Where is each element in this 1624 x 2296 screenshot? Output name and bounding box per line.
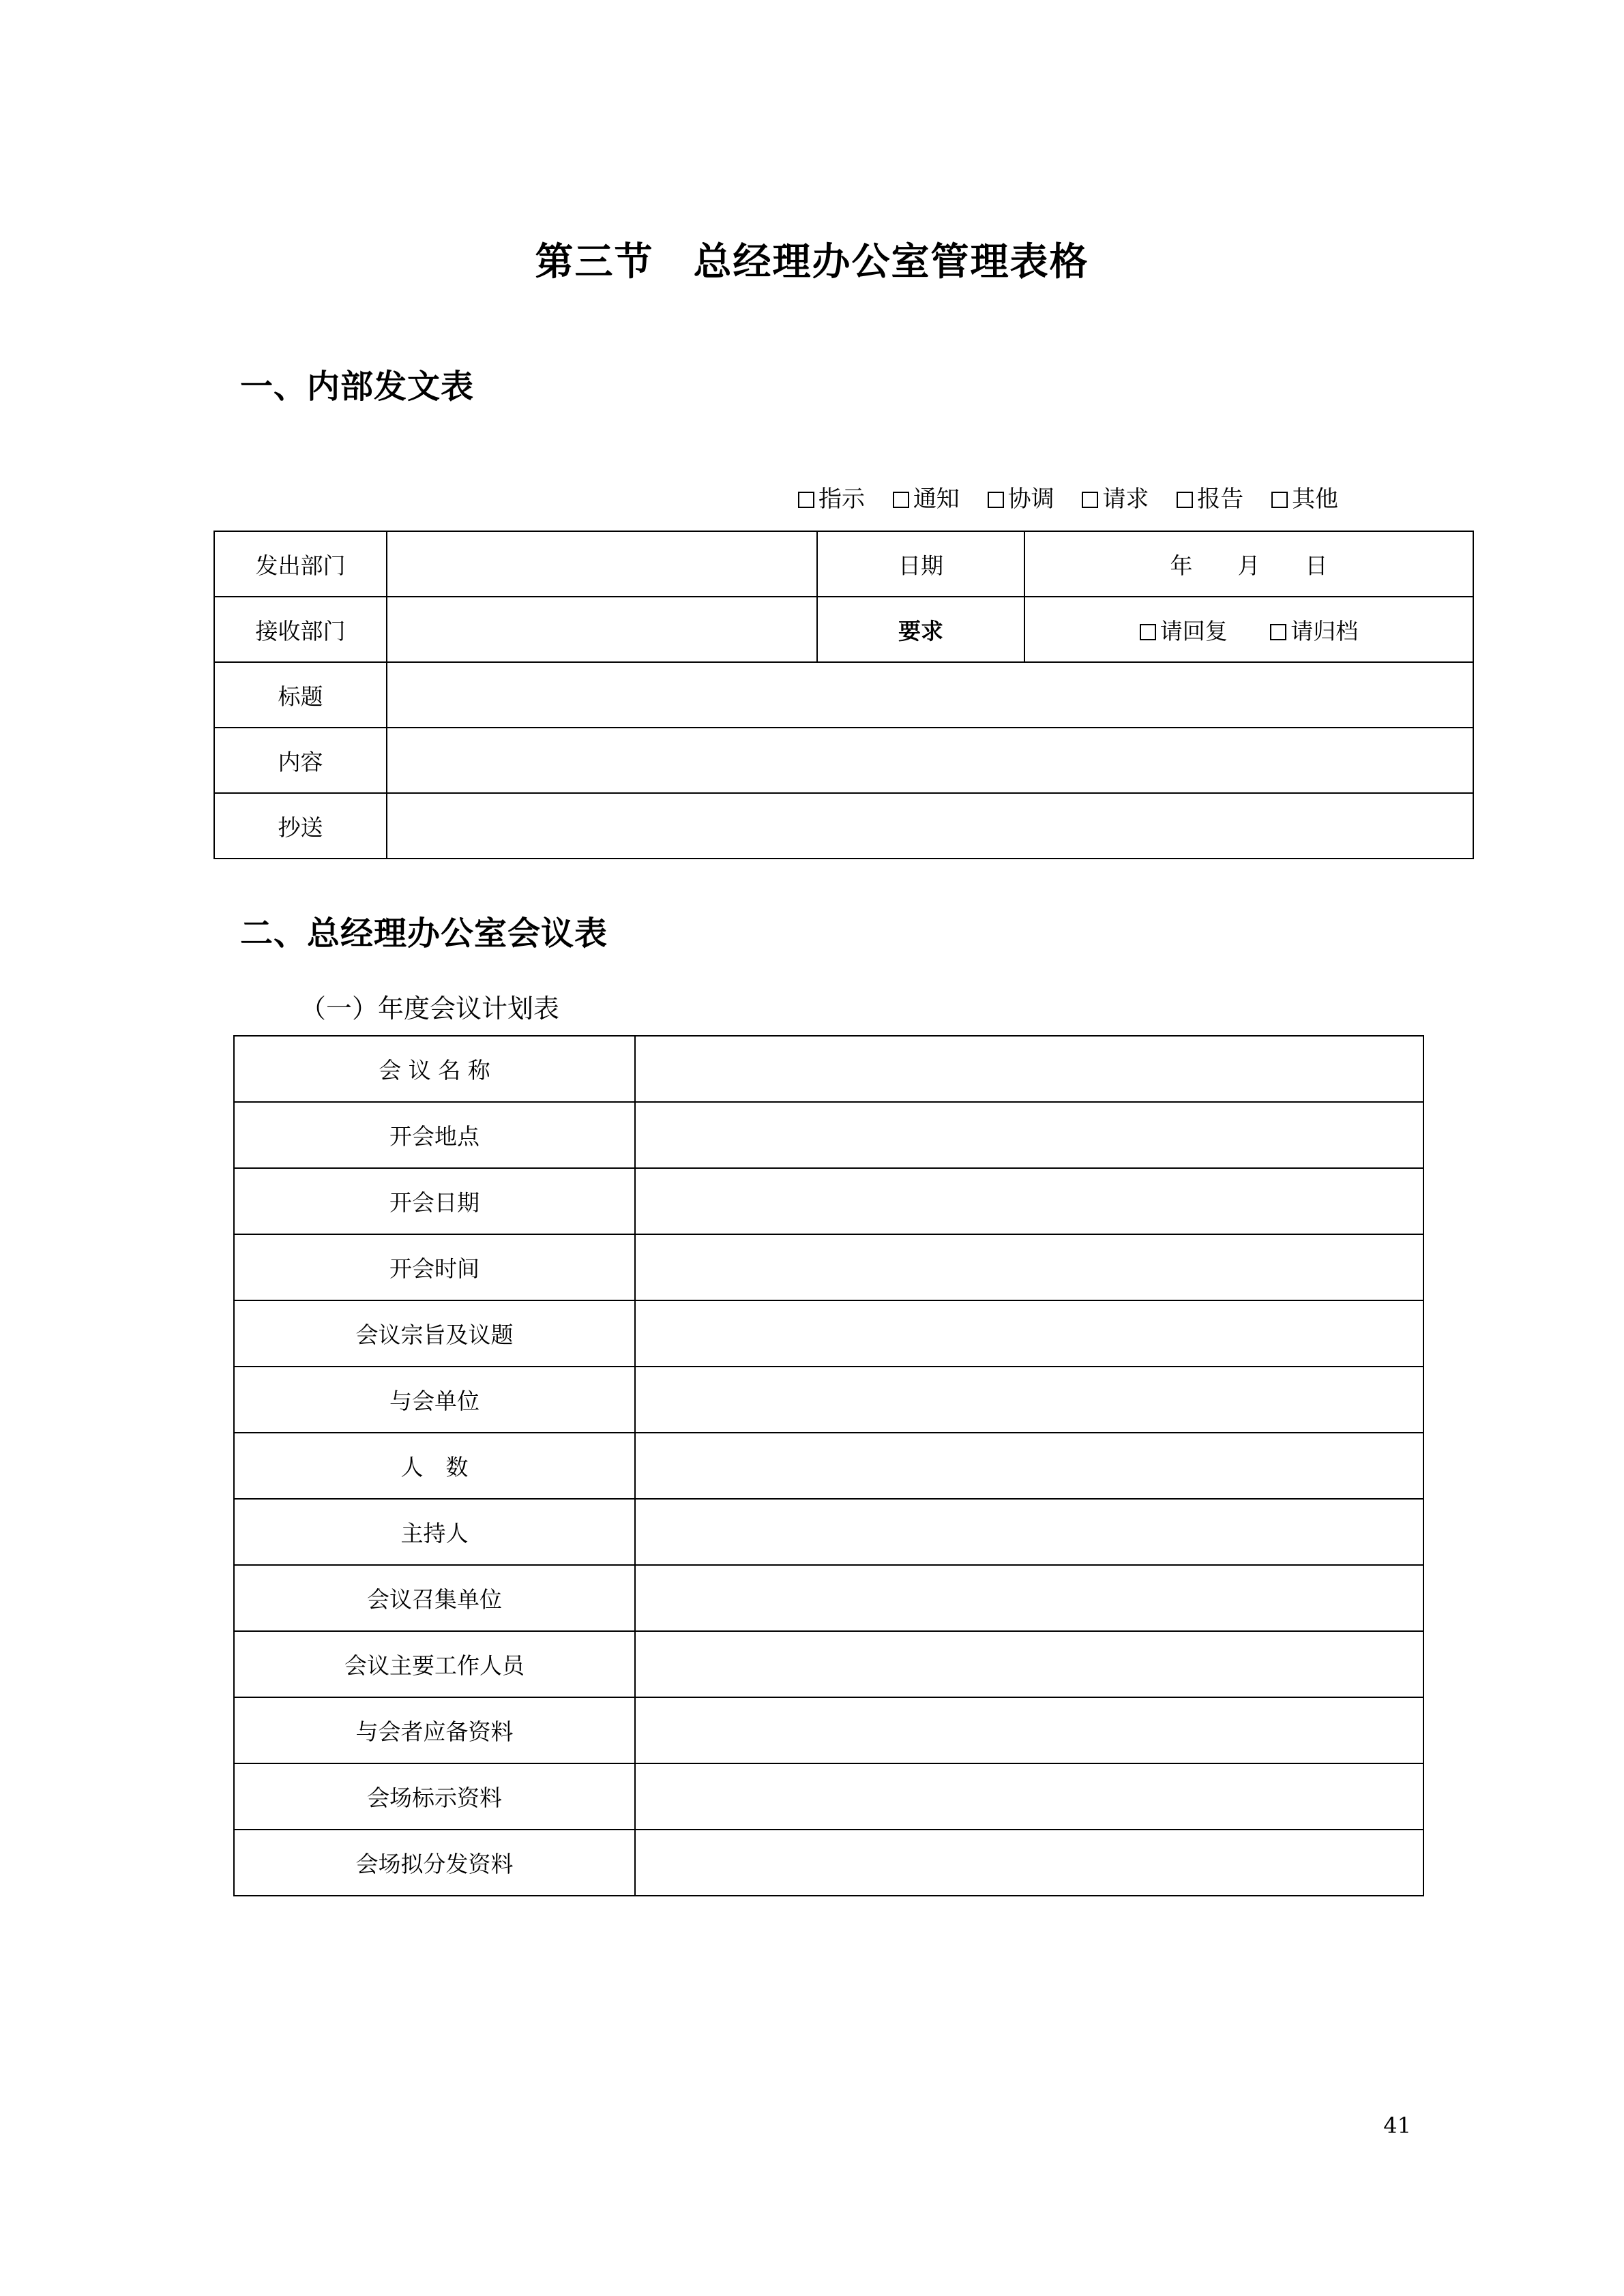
field-value-meeting-date[interactable] xyxy=(635,1168,1423,1234)
field-label-sending-department: 发出部门 xyxy=(214,531,387,597)
section-heading-2: 二、总经理办公室会议表 xyxy=(240,914,608,953)
requirement-option-0[interactable] xyxy=(1140,614,1228,646)
document-type-checkbox-group xyxy=(798,480,1338,513)
doc-type-option-label: 协调 xyxy=(1007,486,1054,513)
table-row xyxy=(214,531,1473,597)
field-value-venue-signage[interactable] xyxy=(635,1763,1423,1830)
section-heading-1: 一、内部发文表 xyxy=(240,368,475,406)
annual-meeting-plan-table xyxy=(233,1035,1424,1896)
doc-type-option-label: 指示 xyxy=(818,486,865,513)
checkbox-icon[interactable] xyxy=(893,492,909,508)
table-row xyxy=(234,1168,1423,1234)
field-value-headcount[interactable] xyxy=(635,1433,1423,1499)
table-row xyxy=(234,1631,1423,1697)
table-row xyxy=(234,1433,1423,1499)
field-value-meeting-name[interactable] xyxy=(635,1036,1423,1102)
field-value-content[interactable] xyxy=(387,728,1473,793)
field-label-meeting-name: 会 议 名 称 xyxy=(234,1036,635,1102)
table-row xyxy=(234,1234,1423,1300)
table-row xyxy=(234,1102,1423,1168)
internal-dispatch-form-table xyxy=(213,531,1474,859)
field-value-meeting-staff[interactable] xyxy=(635,1631,1423,1697)
field-label-meeting-purpose-agenda: 会议宗旨及议题 xyxy=(234,1300,635,1367)
table-row xyxy=(214,662,1473,728)
requirement-option-label: 请回复 xyxy=(1160,617,1228,644)
checkbox-icon[interactable] xyxy=(1082,492,1098,508)
table-row xyxy=(214,728,1473,793)
table-row xyxy=(234,1300,1423,1367)
field-value-subject[interactable] xyxy=(387,662,1473,728)
field-value-venue-handouts[interactable] xyxy=(635,1830,1423,1896)
requirement-option-label: 请归档 xyxy=(1290,617,1359,644)
table-row xyxy=(214,597,1473,662)
doc-type-option-0[interactable] xyxy=(798,480,865,513)
field-value-meeting-time[interactable] xyxy=(635,1234,1423,1300)
field-value-convening-unit[interactable] xyxy=(635,1565,1423,1631)
doc-type-option-label: 请求 xyxy=(1102,486,1149,513)
doc-type-option-label: 通知 xyxy=(913,486,960,513)
field-label-date: 日期 xyxy=(817,531,1024,597)
table-row xyxy=(234,1697,1423,1763)
table-row xyxy=(234,1367,1423,1433)
field-label-convening-unit: 会议召集单位 xyxy=(234,1565,635,1631)
table-row xyxy=(214,793,1473,859)
field-label-requirement: 要求 xyxy=(817,597,1024,662)
checkbox-icon[interactable] xyxy=(1270,624,1286,640)
field-label-meeting-staff: 会议主要工作人员 xyxy=(234,1631,635,1697)
doc-type-option-label: 报告 xyxy=(1197,486,1244,513)
field-value-meeting-location[interactable] xyxy=(635,1102,1423,1168)
checkbox-icon[interactable] xyxy=(1140,624,1156,640)
table-row xyxy=(234,1763,1423,1830)
doc-type-option-1[interactable] xyxy=(893,480,960,513)
requirement-option-1[interactable] xyxy=(1270,614,1358,646)
checkbox-icon[interactable] xyxy=(798,492,814,508)
checkbox-icon[interactable] xyxy=(988,492,1004,508)
doc-type-option-3[interactable] xyxy=(1082,480,1149,513)
table-row xyxy=(234,1565,1423,1631)
field-label-venue-handouts: 会场拟分发资料 xyxy=(234,1830,635,1896)
page-number: 41 xyxy=(1383,2113,1411,2138)
doc-type-option-label: 其他 xyxy=(1292,486,1339,513)
field-label-meeting-time: 开会时间 xyxy=(234,1234,635,1300)
field-value-meeting-purpose-agenda[interactable] xyxy=(635,1300,1423,1367)
field-label-venue-signage: 会场标示资料 xyxy=(234,1763,635,1830)
subsection-heading-annual-meeting-plan: （一）年度会议计划表 xyxy=(300,994,560,1024)
field-label-attendee-materials: 与会者应备资料 xyxy=(234,1697,635,1763)
field-value-participating-units[interactable] xyxy=(635,1367,1423,1433)
checkbox-icon[interactable] xyxy=(1177,492,1193,508)
table-row xyxy=(234,1499,1423,1565)
field-label-headcount: 人 数 xyxy=(234,1433,635,1499)
field-label-content: 内容 xyxy=(214,728,387,793)
field-value-cc[interactable] xyxy=(387,793,1473,859)
field-value-date[interactable]: 年 月 日 xyxy=(1024,531,1473,597)
field-value-sending-department[interactable] xyxy=(387,531,817,597)
field-label-cc: 抄送 xyxy=(214,793,387,859)
field-value-attendee-materials[interactable] xyxy=(635,1697,1423,1763)
doc-type-option-4[interactable] xyxy=(1177,480,1243,513)
requirement-checkbox-group xyxy=(1024,597,1473,662)
field-value-chairperson[interactable] xyxy=(635,1499,1423,1565)
checkbox-icon[interactable] xyxy=(1271,492,1288,508)
field-label-chairperson: 主持人 xyxy=(234,1499,635,1565)
field-label-participating-units: 与会单位 xyxy=(234,1367,635,1433)
table-row xyxy=(234,1830,1423,1896)
page-title: 第三节 总经理办公室管理表格 xyxy=(535,240,1089,284)
field-label-subject: 标题 xyxy=(214,662,387,728)
field-label-meeting-date: 开会日期 xyxy=(234,1168,635,1234)
table-row xyxy=(234,1036,1423,1102)
field-label-receiving-department: 接收部门 xyxy=(214,597,387,662)
doc-type-option-2[interactable] xyxy=(988,480,1054,513)
field-value-receiving-department[interactable] xyxy=(387,597,817,662)
field-label-meeting-location: 开会地点 xyxy=(234,1102,635,1168)
doc-type-option-5[interactable] xyxy=(1271,480,1338,513)
